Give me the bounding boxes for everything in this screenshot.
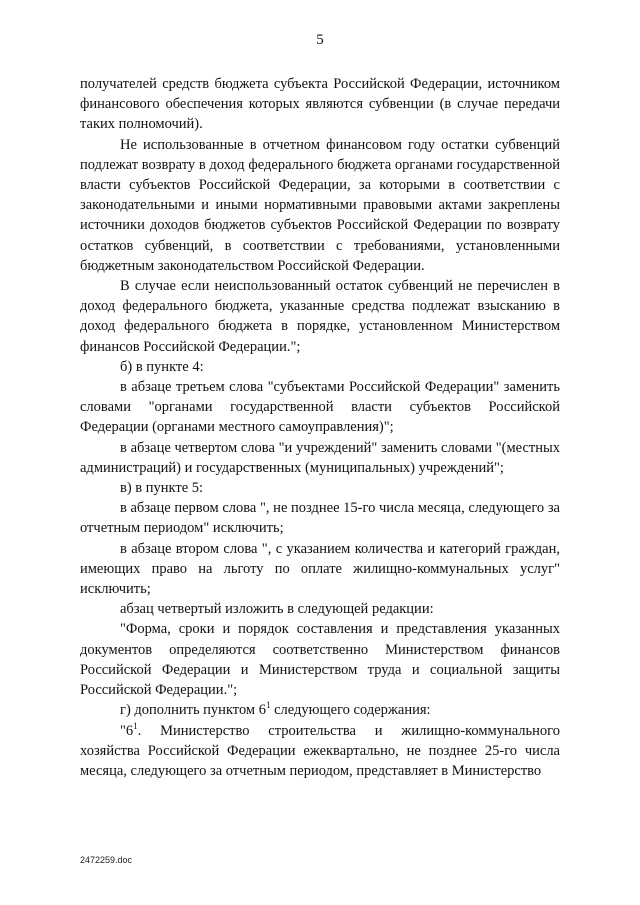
paragraph-add-point [80, 700, 560, 720]
page-number: 5 [316, 32, 324, 48]
paragraph: б) в пункте 4: [120, 358, 204, 375]
paragraph: в) в пункте 5: [120, 480, 204, 497]
paragraph: Не использованные в отчетном финансовом году остатки субвенций подлежат возврату в доход федерального бюджета органами государственной власти субъектов Российской Федерации, за которыми в соответствии с законодательными и иными нормативными правовыми актами закреплены источники доходов бюджетов субъектов Российской Федерации по возврату остатков субвенций, в соответствии с требованиями, установленными бюджетным законодательством Российской Федерации. [80, 136, 560, 274]
paragraph: в абзаце четвертом слова "и учреждений" заменить словами "(местных администраций) и государственных (муниципальных) учреждений"; [80, 439, 560, 476]
paragraph: В случае если неиспользованный остаток субвенций не перечислен в доход федерального бюджета, указанные средства подлежат взысканию в доход федерального бюджета в порядке, установленном Министерством финансов Российской Федерации."; [80, 278, 560, 355]
superscript: 1 [133, 720, 138, 731]
document-body [80, 74, 560, 781]
text-fragment: "6 [120, 722, 134, 739]
paragraph: в абзаце первом слова ", не позднее 15-го числа месяца, следующего за отчетным периодом" исключить; [80, 500, 560, 537]
paragraph: абзац четвертый изложить в следующей редакции: [120, 601, 434, 618]
text-fragment: следующего содержания: [270, 702, 431, 719]
paragraph-point-text [80, 721, 560, 782]
paragraph: "Форма, сроки и порядок составления и представления указанных документов определяются соответственно Министерством финансов Российской Федерации и Министерством труда и социальной защиты Российской Федерации."; [80, 621, 560, 699]
paragraph: в абзаце втором слова ", с указанием количества и категорий граждан, имеющих право на льготу по оплате жилищно-коммунальных услуг" исключить; [80, 540, 560, 598]
text-fragment: . Министерство строительства и жилищно-коммунального хозяйства Российской Федерации ежеквартально, не позднее 25-го числа месяца, следующего за отчетным периодом, представляет в Министерство [80, 722, 560, 779]
text-fragment: г) дополнить пунктом 6 [120, 702, 266, 719]
paragraph: получателей средств бюджета субъекта Российской Федерации, источником финансового обеспечения которых являются субвенции (в случае передачи таких полномочий). [80, 76, 560, 133]
footer-filename: 2472259.doc [80, 855, 133, 865]
paragraph: в абзаце третьем слова "субъектами Российской Федерации" заменить словами "органами государственной власти субъектов Российской Федерации (органами местного самоуправления)"; [80, 379, 560, 436]
superscript: 1 [265, 700, 271, 711]
